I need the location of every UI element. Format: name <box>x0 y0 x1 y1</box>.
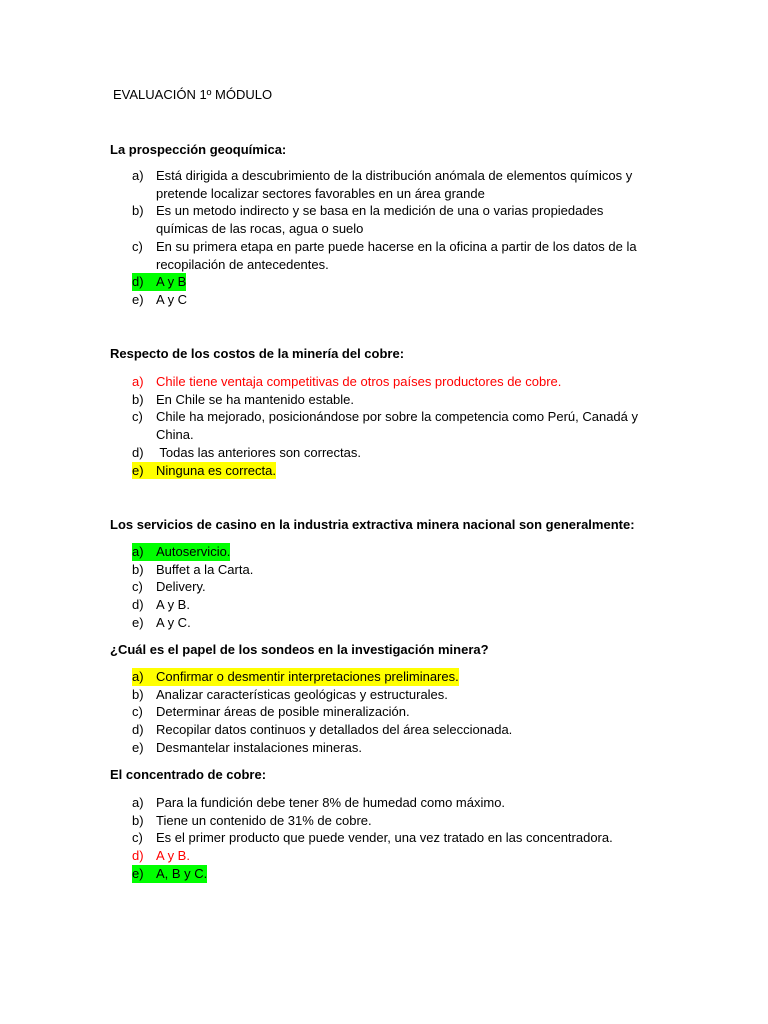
option-text: A y B. <box>156 597 190 613</box>
question-4-prompt: ¿Cuál es el papel de los sondeos en la investigación minera? <box>110 642 489 657</box>
option-c <box>132 238 646 273</box>
option-letter: b) <box>132 391 144 407</box>
option-letter: e) <box>132 865 144 881</box>
option-a <box>132 794 646 812</box>
option-letter: c) <box>132 704 143 720</box>
question-5-prompt: El concentrado de cobre: <box>110 767 267 782</box>
option-text: Chile ha mejorado, posicionándose por sobre la competencia como Perú, Canadá y China. <box>156 409 639 443</box>
option-text: En su primera etapa en parte puede hacerse en la oficina a partir de los datos de la recopilación de antecedentes. <box>156 238 637 272</box>
option-letter: e) <box>132 614 144 630</box>
option-b <box>132 812 646 830</box>
option-e <box>132 614 646 632</box>
option-letter: b) <box>132 203 144 219</box>
option-e <box>132 865 646 883</box>
option-letter: a) <box>132 669 144 684</box>
option-text: Confirmar o desmentir interpretaciones preliminares. <box>156 669 459 684</box>
option-letter: b) <box>132 812 144 828</box>
option-text: En Chile se ha mantenido estable. <box>156 391 355 407</box>
question-1-options <box>132 167 646 309</box>
option-text: A y C <box>156 291 188 307</box>
option-letter: c) <box>132 238 143 254</box>
option-text: Todas las anteriores son correctas. <box>156 444 361 460</box>
question-4-options <box>132 668 646 757</box>
option-letter: b) <box>132 686 144 702</box>
option-b <box>132 686 646 704</box>
option-b <box>132 202 646 237</box>
option-c <box>132 408 646 443</box>
question-2-options <box>132 373 646 479</box>
option-c <box>132 578 646 596</box>
option-text: Delivery. <box>156 579 206 595</box>
option-text: A, B y C. <box>156 865 208 881</box>
option-letter: a) <box>132 374 144 389</box>
option-letter: e) <box>132 291 144 307</box>
option-letter: d) <box>132 722 144 738</box>
option-letter: c) <box>132 409 143 425</box>
option-text: Chile tiene ventaja competitivas de otros países productores de cobre. <box>156 374 562 389</box>
option-text: Para la fundición debe tener 8% de humedad como máximo. <box>156 795 506 810</box>
option-letter: d) <box>132 848 144 864</box>
option-letter: e) <box>132 462 144 478</box>
option-d <box>132 444 646 462</box>
option-letter: c) <box>132 579 143 595</box>
option-a <box>132 167 646 202</box>
option-text: Recopilar datos continuos y detallados del área seleccionada. <box>156 722 513 738</box>
option-letter: a) <box>132 795 144 810</box>
option-text: A y B <box>156 274 187 290</box>
option-text: Está dirigida a descubrimiento de la distribución anómala de elementos químicos y pretende localizar sectores favorables en un área grande <box>156 168 633 201</box>
option-text: Es el primer producto que puede vender, una vez tratado en las concentradora. <box>156 830 613 846</box>
option-letter: b) <box>132 561 144 577</box>
question-2-prompt: Respecto de los costos de la minería del cobre: <box>110 346 405 361</box>
option-a <box>132 543 646 561</box>
option-b <box>132 391 646 409</box>
option-d <box>132 273 646 291</box>
option-b <box>132 561 646 579</box>
question-3-prompt: Los servicios de casino en la industria extractiva minera nacional son generalmente: <box>110 517 635 532</box>
option-letter: e) <box>132 739 144 755</box>
option-a <box>132 668 646 686</box>
option-text: Analizar características geológicas y estructurales. <box>156 686 448 702</box>
option-letter: a) <box>132 544 144 559</box>
option-e <box>132 739 646 757</box>
option-e <box>132 291 646 309</box>
option-text: Es un metodo indirecto y se basa en la medición de una o varias propiedades químicas de las rocas, agua o suelo <box>156 203 604 237</box>
question-1-prompt: La prospección geoquímica: <box>110 142 287 157</box>
option-text: Determinar áreas de posible mineralización. <box>156 704 410 720</box>
option-c <box>132 829 646 847</box>
option-letter: d) <box>132 597 144 613</box>
question-5-options <box>132 794 646 883</box>
option-letter: a) <box>132 168 144 183</box>
option-letter: d) <box>132 444 144 460</box>
option-d <box>132 721 646 739</box>
option-text: A y B. <box>156 848 190 864</box>
option-letter: c) <box>132 830 143 846</box>
option-text: Autoservicio. <box>156 544 231 559</box>
option-e <box>132 462 646 480</box>
option-a <box>132 373 646 391</box>
document-title: EVALUACIÓN 1º MÓDULO <box>113 87 273 102</box>
option-d <box>132 847 646 865</box>
option-d <box>132 596 646 614</box>
option-text: Buffet a la Carta. <box>156 561 254 577</box>
option-text: Tiene un contenido de 31% de cobre. <box>156 812 372 828</box>
option-text: Desmantelar instalaciones mineras. <box>156 739 362 755</box>
option-letter: d) <box>132 274 144 290</box>
option-c <box>132 703 646 721</box>
question-3-options <box>132 543 646 632</box>
option-text: Ninguna es correcta. <box>156 462 276 478</box>
option-text: A y C. <box>156 614 191 630</box>
